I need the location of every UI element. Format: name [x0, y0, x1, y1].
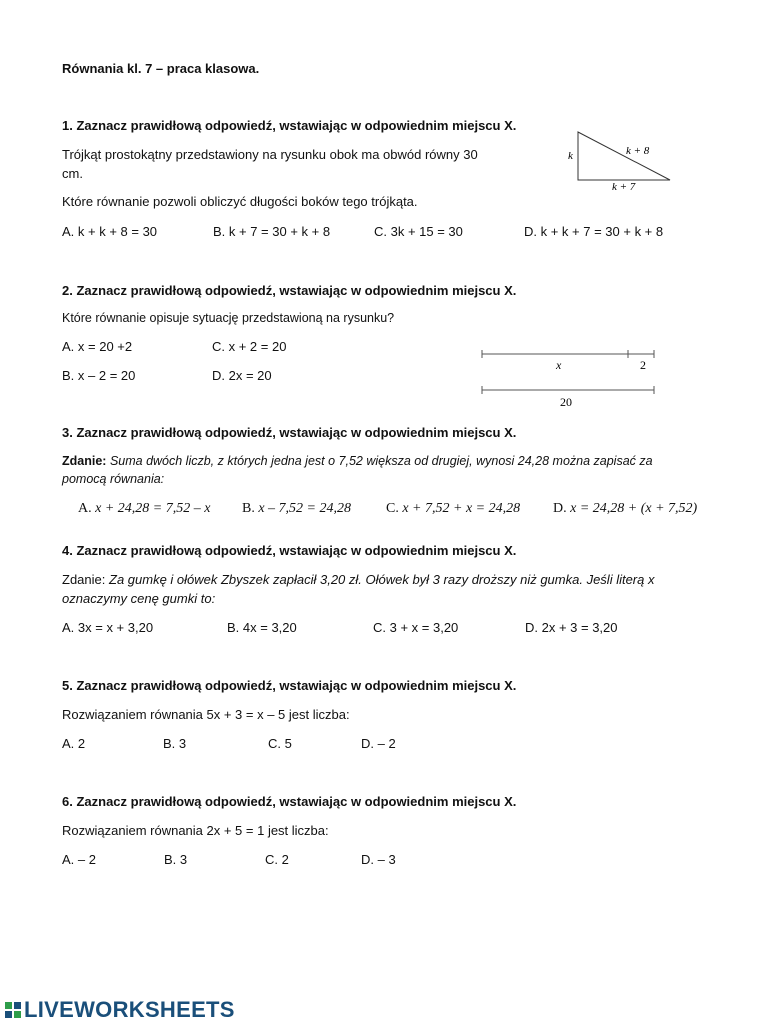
- triangle-label-hyp: k + 8: [626, 145, 650, 157]
- q3-option-a-expr: x + 24,28 = 7,52 – x: [95, 501, 211, 516]
- q1-option-d[interactable]: D. k + k + 7 = 30 + k + 8: [524, 224, 664, 239]
- q2-heading: 2. Zaznacz prawidłową odpowiedź, wstawiając w odpowiednim miejscu X.: [62, 283, 517, 298]
- q5-option-b[interactable]: B. 3: [163, 736, 187, 751]
- q3-zdanie-label: Zdanie:: [62, 454, 107, 468]
- q6-option-b[interactable]: B. 3: [164, 852, 188, 867]
- q3-option-c-expr: x + 7,52 + x = 24,28: [402, 501, 521, 516]
- q3-option-b[interactable]: [242, 501, 351, 517]
- liveworksheets-logo[interactable]: [4, 996, 235, 1024]
- q3-option-b-letter: B.: [242, 501, 255, 516]
- q2-option-d[interactable]: D. 2x = 20: [212, 368, 272, 383]
- q3-zdanie-text: Suma dwóch liczb, z których jedna jest o 7,52 większa od drugiej, wynosi 24,28 można zapisać za: [109, 454, 653, 468]
- liveworksheets-logo-icon: [4, 1000, 22, 1020]
- q1-triangle-figure: [560, 126, 680, 196]
- q4-option-c[interactable]: C. 3 + x = 3,20: [373, 620, 459, 635]
- q4-option-a[interactable]: A. 3x = x + 3,20: [62, 620, 154, 635]
- q3-option-b-expr: x – 7,52 = 24,28: [258, 501, 352, 516]
- liveworksheets-logo-text: LIVEWORKSHEETS: [24, 997, 235, 1022]
- q1-option-c[interactable]: C. 3k + 15 = 30: [374, 224, 463, 239]
- segment-label-2: 2: [640, 358, 646, 372]
- q1-text-line2: cm.: [62, 166, 83, 181]
- q5-option-a[interactable]: A. 2: [62, 736, 86, 751]
- q4-option-d[interactable]: D. 2x + 3 = 3,20: [525, 620, 618, 635]
- q6-option-a[interactable]: A. – 2: [62, 852, 96, 867]
- q1-text-line1: Trójkąt prostokątny przedstawiony na rysunku obok ma obwód równy 30: [62, 147, 478, 162]
- q3-option-a[interactable]: [78, 501, 210, 517]
- q3-option-a-letter: A.: [78, 501, 92, 516]
- q4-option-b[interactable]: B. 4x = 3,20: [227, 620, 297, 635]
- q2-option-b[interactable]: B. x – 2 = 20: [62, 368, 136, 383]
- q6-option-c[interactable]: C. 2: [265, 852, 289, 867]
- q4-zdanie-text: Za gumkę i ołówek Zbyszek zapłacił 3,20 zł. Ołówek był 3 razy droższy niż gumka. Jeśli literą x: [109, 572, 655, 587]
- q2-option-a[interactable]: A. x = 20 +2: [62, 339, 133, 354]
- triangle-label-base: k + 7: [612, 181, 636, 193]
- q4-zdanie-line2: oznaczymy cenę gumki to:: [62, 591, 216, 606]
- triangle-label-k: k: [568, 150, 573, 162]
- triangle-shape: [578, 132, 670, 180]
- q3-heading: 3. Zaznacz prawidłową odpowiedź, wstawiając w odpowiednim miejscu X.: [62, 425, 517, 440]
- q1-heading: 1. Zaznacz prawidłową odpowiedź, wstawiając w odpowiednim miejscu X.: [62, 118, 517, 133]
- q5-heading: 5. Zaznacz prawidłową odpowiedź, wstawiając w odpowiednim miejscu X.: [62, 678, 517, 693]
- q3-option-d-expr: x = 24,28 + (x + 7,52): [570, 501, 698, 516]
- q4-heading: 4. Zaznacz prawidłową odpowiedź, wstawiając w odpowiednim miejscu X.: [62, 543, 517, 558]
- page-title: Równania kl. 7 – praca klasowa.: [62, 61, 260, 76]
- q3-option-d[interactable]: [553, 501, 697, 517]
- q1-question: Które równanie pozwoli obliczyć długości boków tego trójkąta.: [62, 194, 418, 209]
- q1-option-a[interactable]: A. k + k + 8 = 30: [62, 224, 158, 239]
- segment-label-20: 20: [560, 395, 572, 409]
- q3-option-d-letter: D.: [553, 501, 567, 516]
- q4-zdanie-line1: [62, 572, 654, 587]
- q1-option-b[interactable]: B. k + 7 = 30 + k + 8: [213, 224, 331, 239]
- segment-label-x: x: [556, 358, 562, 372]
- q3-zdanie-line1: [62, 454, 653, 468]
- q3-zdanie-line2: pomocą równania:: [62, 472, 165, 486]
- q5-option-c[interactable]: C. 5: [268, 736, 292, 751]
- q5-option-d[interactable]: D. – 2: [361, 736, 396, 751]
- q3-option-c[interactable]: [386, 501, 520, 517]
- q4-zdanie-label: Zdanie:: [62, 572, 106, 587]
- q6-option-d[interactable]: D. – 3: [361, 852, 396, 867]
- q2-question: Które równanie opisuje sytuację przedstawioną na rysunku?: [62, 311, 395, 325]
- q2-segment-figure: [476, 346, 666, 410]
- q5-text: Rozwiązaniem równania 5x + 3 = x – 5 jest liczba:: [62, 707, 350, 722]
- q6-text: Rozwiązaniem równania 2x + 5 = 1 jest liczba:: [62, 823, 329, 838]
- q2-option-c[interactable]: C. x + 2 = 20: [212, 339, 287, 354]
- q6-heading: 6. Zaznacz prawidłową odpowiedź, wstawiając w odpowiednim miejscu X.: [62, 794, 517, 809]
- q3-option-c-letter: C.: [386, 501, 399, 516]
